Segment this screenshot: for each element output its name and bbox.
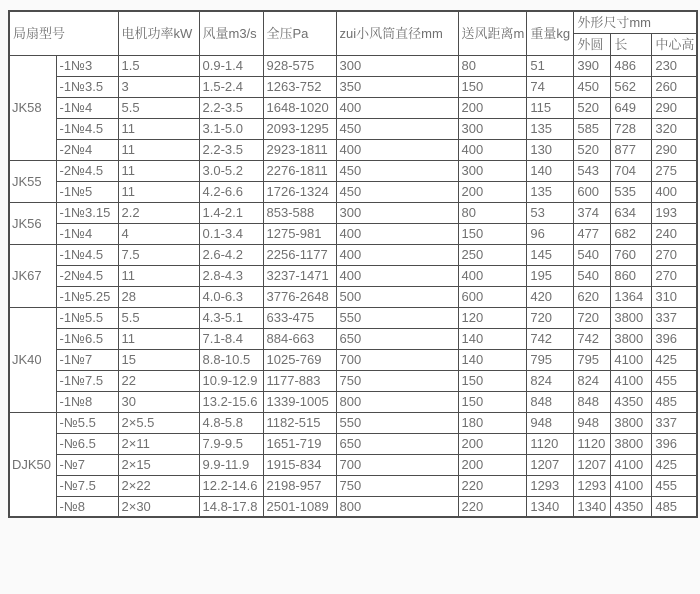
table-cell: 795 [527,349,574,370]
table-row [9,433,697,454]
table-cell: 1.4-2.1 [199,202,263,223]
table-cell: 1340 [574,496,611,517]
table-cell: 848 [527,391,574,412]
table-cell: 1293 [527,475,574,496]
table-cell: -№7.5 [56,475,118,496]
table-cell: -2№4 [56,139,118,160]
table-cell: 400 [336,244,458,265]
fan-model-group-cell: DJK50 [9,412,56,517]
table-cell: -2№4.5 [56,265,118,286]
table-cell: 3.0-5.2 [199,160,263,181]
table-cell: 795 [574,349,611,370]
table-cell: 860 [611,265,652,286]
table-cell: 2.2 [118,202,199,223]
table-cell: 2×15 [118,454,199,475]
table-row [9,286,697,307]
table-cell: 720 [527,307,574,328]
table-cell: 140 [527,160,574,181]
table-cell: 3776-2648 [263,286,336,307]
table-cell: 720 [574,307,611,328]
table-cell: 195 [527,265,574,286]
table-cell: 2.2-3.5 [199,139,263,160]
table-cell: 310 [652,286,698,307]
table-cell: -1№4.5 [56,118,118,139]
table-cell: 1120 [574,433,611,454]
table-cell: 400 [336,97,458,118]
table-cell: 3800 [611,307,652,328]
table-cell: 135 [527,118,574,139]
table-cell: 3.1-5.0 [199,118,263,139]
table-cell: 948 [527,412,574,433]
fan-model-group-cell: JK40 [9,307,56,412]
header-min-duct-diameter: zui小风筒直径mm [336,11,458,55]
table-cell: 948 [574,412,611,433]
table-cell: 848 [574,391,611,412]
table-header [9,11,697,55]
table-cell: 11 [118,181,199,202]
header-dim-center-height: 中心高 [652,33,698,55]
table-cell: 4100 [611,475,652,496]
table-cell: 2×30 [118,496,199,517]
table-cell: 540 [574,244,611,265]
table-cell: -1№5.25 [56,286,118,307]
table-cell: 4350 [611,496,652,517]
table-cell: 700 [336,454,458,475]
table-cell: 240 [652,223,698,244]
table-row [9,160,697,181]
table-cell: 2093-1295 [263,118,336,139]
table-cell: 3 [118,76,199,97]
table-cell: 220 [458,496,527,517]
table-cell: 7.5 [118,244,199,265]
table-cell: 1340 [527,496,574,517]
table-cell: 750 [336,370,458,391]
table-cell: 12.2-14.6 [199,475,263,496]
table-cell: 7.1-8.4 [199,328,263,349]
table-cell: 1177-883 [263,370,336,391]
header-motor-power: 电机功率kW [118,11,199,55]
table-cell: 562 [611,76,652,97]
table-cell: 728 [611,118,652,139]
table-cell: 0.1-3.4 [199,223,263,244]
table-row [9,181,697,202]
table-cell: 270 [652,265,698,286]
table-cell: 300 [336,55,458,76]
table-cell: 4350 [611,391,652,412]
table-cell: 80 [458,55,527,76]
table-cell: 22 [118,370,199,391]
table-cell: -№5.5 [56,412,118,433]
table-cell: -1№4 [56,223,118,244]
table-row [9,265,697,286]
table-cell: 30 [118,391,199,412]
table-cell: 11 [118,265,199,286]
table-cell: 1364 [611,286,652,307]
table-cell: 2×11 [118,433,199,454]
table-cell: 2.6-4.2 [199,244,263,265]
table-cell: 1293 [574,475,611,496]
table-cell: 290 [652,139,698,160]
table-cell: -№6.5 [56,433,118,454]
table-cell: 543 [574,160,611,181]
table-row [9,370,697,391]
table-cell: 9.9-11.9 [199,454,263,475]
table-cell: 4.8-5.8 [199,412,263,433]
table-cell: 450 [336,118,458,139]
header-total-pressure: 全压Pa [263,11,336,55]
table-cell: -1№8 [56,391,118,412]
table-cell: -№8 [56,496,118,517]
table-cell: 2×22 [118,475,199,496]
table-cell: 520 [574,97,611,118]
table-cell: 682 [611,223,652,244]
table-cell: 1263-752 [263,76,336,97]
table-cell: 11 [118,139,199,160]
table-cell: 320 [652,118,698,139]
table-cell: 1275-981 [263,223,336,244]
table-cell: 400 [652,181,698,202]
table-row [9,244,697,265]
table-cell: 2.2-3.5 [199,97,263,118]
table-cell: 120 [458,307,527,328]
table-cell: 11 [118,118,199,139]
table-row [9,202,697,223]
fan-spec-table [8,10,698,518]
header-row-1 [9,11,697,33]
table-cell: 250 [458,244,527,265]
table-cell: -1№3 [56,55,118,76]
table-cell: 585 [574,118,611,139]
table-cell: 1726-1324 [263,181,336,202]
table-cell: 1120 [527,433,574,454]
table-cell: 15 [118,349,199,370]
table-cell: -1№7 [56,349,118,370]
table-cell: 1182-515 [263,412,336,433]
table-row [9,307,697,328]
table-cell: 96 [527,223,574,244]
table-cell: 1.5 [118,55,199,76]
table-cell: 742 [527,328,574,349]
table-cell: 13.2-15.6 [199,391,263,412]
table-cell: 824 [574,370,611,391]
table-cell: 53 [527,202,574,223]
table-cell: 455 [652,370,698,391]
table-cell: -1№3.15 [56,202,118,223]
table-cell: -1№6.5 [56,328,118,349]
table-cell: 150 [458,223,527,244]
table-cell: 3800 [611,328,652,349]
table-row [9,454,697,475]
table-cell: 800 [336,496,458,517]
table-row [9,496,697,517]
table-cell: 649 [611,97,652,118]
table-cell: 4 [118,223,199,244]
table-cell: 1651-719 [263,433,336,454]
table-row [9,349,697,370]
table-cell: 1648-1020 [263,97,336,118]
table-cell: 7.9-9.5 [199,433,263,454]
table-cell: 4.2-6.6 [199,181,263,202]
header-weight: 重量kg [527,11,574,55]
table-row [9,97,697,118]
table-cell: 11 [118,160,199,181]
table-cell: 300 [458,118,527,139]
table-cell: 300 [336,202,458,223]
table-row [9,391,697,412]
table-cell: 5.5 [118,97,199,118]
table-cell: 450 [336,160,458,181]
table-cell: 275 [652,160,698,181]
table-cell: 486 [611,55,652,76]
table-cell: 350 [336,76,458,97]
table-cell: 11 [118,328,199,349]
table-cell: 425 [652,349,698,370]
table-cell: 450 [574,76,611,97]
table-cell: 425 [652,454,698,475]
table-cell: -1№4 [56,97,118,118]
table-cell: 2256-1177 [263,244,336,265]
table-cell: 396 [652,328,698,349]
table-cell: 884-663 [263,328,336,349]
table-cell: 230 [652,55,698,76]
table-cell: 51 [527,55,574,76]
table-cell: 485 [652,496,698,517]
table-cell: 2198-957 [263,475,336,496]
fan-model-group-cell: JK67 [9,244,56,307]
header-fan-model: 局扇型号 [9,11,118,55]
table-cell: 400 [336,139,458,160]
table-cell: 877 [611,139,652,160]
table-cell: 8.8-10.5 [199,349,263,370]
table-cell: 400 [336,223,458,244]
table-cell: 115 [527,97,574,118]
table-cell: 520 [574,139,611,160]
table-cell: 4100 [611,349,652,370]
table-cell: 135 [527,181,574,202]
spec-table-body [9,55,697,517]
table-cell: 3800 [611,433,652,454]
table-cell: 390 [574,55,611,76]
table-cell: 535 [611,181,652,202]
table-cell: 800 [336,391,458,412]
header-supply-distance: 送风距离m [458,11,527,55]
table-cell: 824 [527,370,574,391]
table-cell: 928-575 [263,55,336,76]
table-cell: 760 [611,244,652,265]
table-cell: 180 [458,412,527,433]
table-cell: 150 [458,76,527,97]
table-row [9,328,697,349]
table-cell: 620 [574,286,611,307]
table-cell: 600 [574,181,611,202]
table-cell: 1207 [574,454,611,475]
table-cell: 633-475 [263,307,336,328]
table-cell: -1№3.5 [56,76,118,97]
header-airflow: 风量m3/s [199,11,263,55]
table-cell: 220 [458,475,527,496]
table-cell: 4100 [611,454,652,475]
table-cell: 750 [336,475,458,496]
table-cell: 14.8-17.8 [199,496,263,517]
table-cell: 140 [458,349,527,370]
table-cell: 2×5.5 [118,412,199,433]
table-row [9,139,697,160]
table-cell: 550 [336,307,458,328]
table-cell: 485 [652,391,698,412]
table-cell: 0.9-1.4 [199,55,263,76]
table-cell: 396 [652,433,698,454]
table-cell: 374 [574,202,611,223]
table-cell: 337 [652,307,698,328]
table-row [9,223,697,244]
table-cell: 74 [527,76,574,97]
table-cell: 700 [336,349,458,370]
table-cell: -№7 [56,454,118,475]
header-dim-length: 长 [611,33,652,55]
table-cell: 477 [574,223,611,244]
table-cell: 2501-1089 [263,496,336,517]
table-row [9,475,697,496]
table-cell: 290 [652,97,698,118]
table-cell: 140 [458,328,527,349]
table-cell: 2923-1811 [263,139,336,160]
table-cell: -1№5.5 [56,307,118,328]
table-cell: 400 [458,265,527,286]
table-cell: 455 [652,475,698,496]
table-cell: 550 [336,412,458,433]
table-cell: 130 [527,139,574,160]
fan-model-group-cell: JK56 [9,202,56,244]
table-cell: 1915-834 [263,454,336,475]
table-cell: 540 [574,265,611,286]
table-cell: -1№7.5 [56,370,118,391]
header-dimensions: 外形尺寸mm [574,11,698,33]
table-cell: 742 [574,328,611,349]
table-cell: 853-588 [263,202,336,223]
table-cell: 260 [652,76,698,97]
table-cell: 3237-1471 [263,265,336,286]
table-row [9,55,697,76]
table-cell: 80 [458,202,527,223]
table-cell: 450 [336,181,458,202]
table-cell: 634 [611,202,652,223]
table-cell: 200 [458,97,527,118]
table-cell: 600 [458,286,527,307]
table-cell: 4100 [611,370,652,391]
table-cell: 2.8-4.3 [199,265,263,286]
table-cell: 500 [336,286,458,307]
table-row [9,76,697,97]
table-cell: 193 [652,202,698,223]
table-cell: 4.0-6.3 [199,286,263,307]
table-cell: 704 [611,160,652,181]
table-cell: 400 [458,139,527,160]
table-cell: -1№5 [56,181,118,202]
table-cell: 1339-1005 [263,391,336,412]
table-cell: 28 [118,286,199,307]
table-cell: 650 [336,328,458,349]
fan-model-group-cell: JK58 [9,55,56,160]
table-cell: 200 [458,181,527,202]
fan-model-group-cell: JK55 [9,160,56,202]
table-cell: 270 [652,244,698,265]
table-cell: 10.9-12.9 [199,370,263,391]
table-cell: 420 [527,286,574,307]
table-cell: 3800 [611,412,652,433]
table-cell: 145 [527,244,574,265]
table-cell: 4.3-5.1 [199,307,263,328]
table-cell: -1№4.5 [56,244,118,265]
table-row [9,412,697,433]
table-cell: 200 [458,433,527,454]
table-cell: 650 [336,433,458,454]
table-cell: 1207 [527,454,574,475]
table-cell: 1025-769 [263,349,336,370]
table-cell: 1.5-2.4 [199,76,263,97]
table-cell: 300 [458,160,527,181]
table-cell: 337 [652,412,698,433]
table-cell: 5.5 [118,307,199,328]
table-cell: 400 [336,265,458,286]
table-cell: -2№4.5 [56,160,118,181]
table-cell: 150 [458,391,527,412]
table-row [9,118,697,139]
header-dim-outer: 外圆 [574,33,611,55]
table-cell: 150 [458,370,527,391]
table-cell: 2276-1811 [263,160,336,181]
table-cell: 200 [458,454,527,475]
